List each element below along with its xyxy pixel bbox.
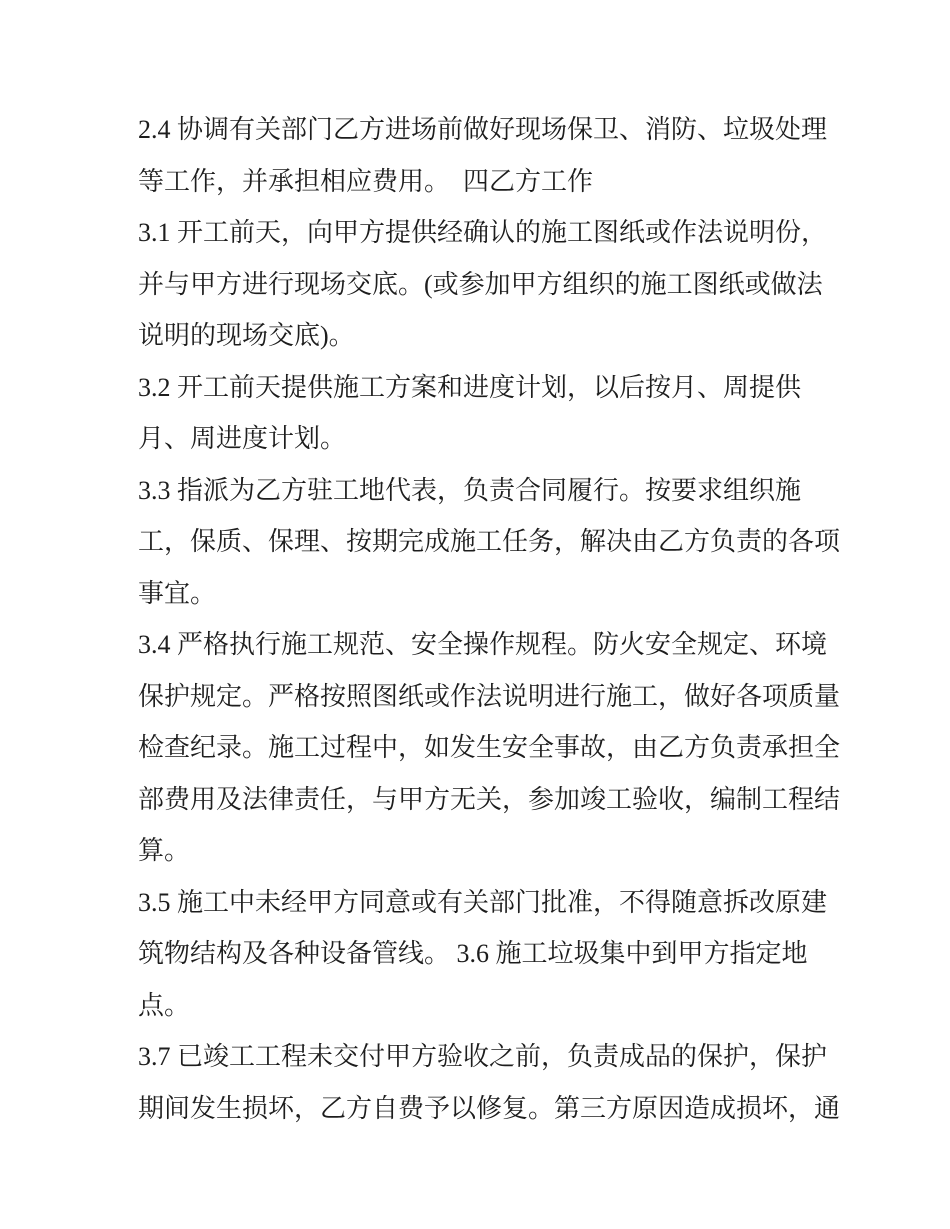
text-line: 3.5 施工中未经甲方同意或有关部门批准，不得随意拆改原建	[138, 887, 828, 917]
text-line: 月、周进度计划。	[138, 424, 347, 453]
text-line: 说明的现场交底)。	[138, 321, 355, 350]
text-line: 检查纪录。施工过程中，如发生安全事故，由乙方负责承担全	[138, 733, 841, 762]
text-line: 3.7 已竣工工程未交付甲方验收之前，负责成品的保护，保护	[138, 1042, 828, 1071]
text-line: 期间发生损坏，乙方自费予以修复。第三方原因造成损坏，通	[138, 1093, 841, 1123]
text-line: 工，保质、保理、按期完成施工任务，解决由乙方负责的各项	[138, 527, 841, 556]
text-line: 保护规定。严格按照图纸或作法说明进行施工，做好各项质量	[138, 681, 841, 711]
text-line: 3.2 开工前天提供施工方案和进度计划，以后按月、周提供	[138, 372, 802, 402]
text-line: 算。	[138, 836, 191, 865]
text-line: 3.3 指派为乙方驻工地代表，负责合同履行。按要求组织施	[138, 475, 802, 505]
text-line: 事宜。	[138, 578, 217, 608]
text-line: 3.4 严格执行施工规范、安全操作规程。防火安全规定、环境	[138, 630, 828, 659]
text-line: 部费用及法律责任，与甲方无关，参加竣工验收，编制工程结	[138, 784, 841, 814]
text-line: 筑物结构及各种设备管线。 3.6 施工垃圾集中到甲方指定地	[138, 939, 808, 968]
text-line: 等工作，并承担相应费用。 四乙方工作	[138, 166, 594, 196]
text-line: 并与甲方进行现场交底。(或参加甲方组织的施工图纸或做法	[138, 269, 823, 299]
text-line: 3.1 开工前天，向甲方提供经确认的施工图纸或作法说明份，	[138, 218, 828, 247]
text-line: 点。	[138, 990, 191, 1020]
document-text-block	[138, 104, 878, 1134]
text-line: 2.4 协调有关部门乙方进场前做好现场保卫、消防、垃圾处理	[138, 115, 828, 144]
